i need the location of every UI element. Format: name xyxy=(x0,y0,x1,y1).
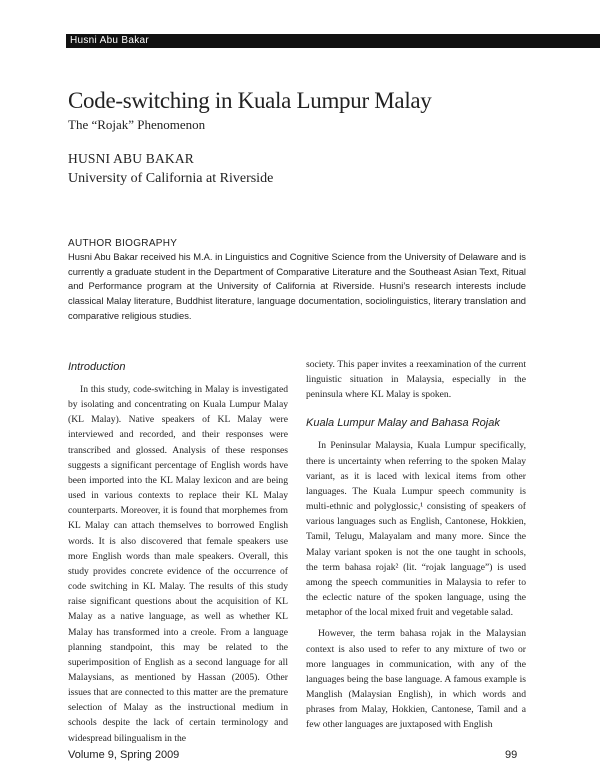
article-title: Code-switching in Kuala Lumpur Malay xyxy=(68,88,432,113)
kl-malay-paragraph-2: However, the term bahasa rojak in the Malaysian context is also used to refer to any mixture of two or more languages in communication, with any of the languages being the base language. A famous example is Manglish (Malaysian English), in which words and phrases from Malay, Hokkien, Cantonese, Tamil and a few other languages are juxtaposed with English xyxy=(306,628,526,731)
running-header-author: Husni Abu Bakar xyxy=(70,35,149,46)
footer-volume: Volume 9, Spring 2009 xyxy=(68,749,180,761)
right-column xyxy=(306,357,526,732)
left-column xyxy=(68,360,288,746)
intro-heading: Introduction xyxy=(68,361,126,373)
section-heading-kl-malay: Kuala Lumpur Malay and Bahasa Rojak xyxy=(306,417,500,430)
article-author: HUSNI ABU BAKAR xyxy=(68,151,195,166)
article-subtitle: The “Rojak” Phenomenon xyxy=(68,117,206,132)
intro-paragraph: In this study, code-switching in Malay is investigated by isolating and concentrating on Kuala Lumpur Malay (KL Malay). Native speakers of KL Malay were interviewed and recorded, and their responses were transcribed and glossed. Analysis of these responses suggests a significant percentage of English words have been imported into the KL Malay lexicon and are being used in various contexts to replace their KL Malay counterparts. Moreover, it is found that morphemes from KL Malay can attach themselves to borrowed English words. It is also discovered that female speakers use more English words than male speakers. Overall, this study provides concrete evidence of the occurrence of code switching in KL Malay. The results of this study raise significant questions about the acquisition of KL Malay as a native language, as well as whether KL Malay has transformed into a creole. From a language planning standpoint, this may be related to the superimposition of English as a second language for all Malaysians, as mentioned by Hassan (2005). Other issues that are connected to this matter are the premature selection of Malay as the instructional medium in schools despite the lack of certain terminology and widespread bilingualism in the xyxy=(68,384,288,744)
page-number: 99 xyxy=(505,749,518,761)
author-affiliation: University of California at Riverside xyxy=(68,171,274,186)
bio-text: Husni Abu Bakar received his M.A. in Linguistics and Cognitive Science from the University of Delaware and is currently a graduate student in the Department of Comparative Literature and the Southeast Asian Text, Ritual and Performance program at the University of California at Riverside. Husni’s research interests include classical Malay literature, Buddhist literature, language documentation, sociolinguistics, literary translation and comparative religious studies. xyxy=(68,251,526,321)
bio-heading: AUTHOR BIOGRAPHY xyxy=(68,238,178,249)
kl-malay-paragraph-1: In Peninsular Malaysia, Kuala Lumpur specifically, there is uncertainty when referring to the spoken Malay variant, as it is laced with lexical items from other languages. The Kuala Lumpur speech community is multi-ethnic and polyglossic,¹ consisting of speakers of various languages such as English, Cantonese, Hokkien, Tamil, Telugu, Malayalam and many more. Since the Malay variant spoken is not the one taught in schools, the term bahasa rojak² (lit. “rojak language”) is used among the speech communities in Malaysia to refer to the eclectic nature of the spoken language, using the metaphor of the local mixed fruit and vegetable salad. xyxy=(306,440,526,619)
intro-continuation: society. This paper invites a reexamination of the current linguistic situation in Malaysia, especially in the peninsula where KL Malay is spoken. xyxy=(306,359,526,401)
